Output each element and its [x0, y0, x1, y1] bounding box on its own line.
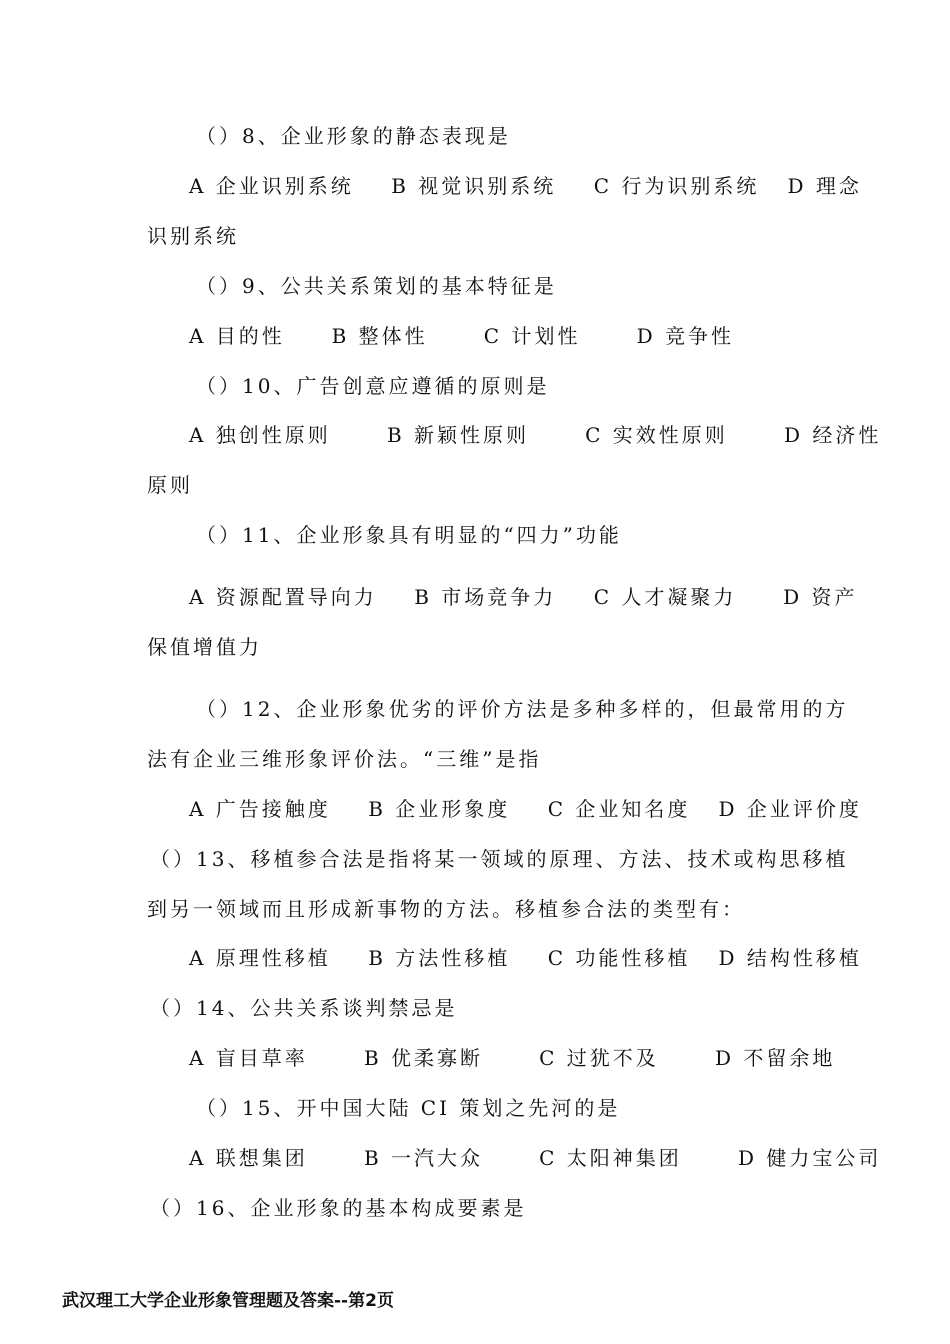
- options-9: A 目的性 B 整体性 C 计划性 D 竞争性: [189, 324, 734, 348]
- question-13-cont: 到另一领域而且形成新事物的方法。移植参合法的类型有：: [147, 897, 745, 921]
- options-8-cont: 识别系统: [147, 224, 239, 248]
- question-11: （）11、企业形象具有明显的“四力”功能: [196, 523, 622, 547]
- page-footer: 武汉理工大学企业形象管理题及答案--第2页: [62, 1291, 394, 1311]
- options-11-cont: 保值增值力: [147, 635, 262, 659]
- question-14: （）14、公共关系谈判禁忌是: [150, 996, 458, 1020]
- question-10: （）10、广告创意应遵循的原则是: [196, 374, 550, 398]
- question-8: （）8、企业形象的静态表现是: [196, 124, 511, 148]
- options-12: A 广告接触度 B 企业形象度 C 企业知名度 D 企业评价度: [189, 797, 862, 821]
- question-15: （）15、开中国大陆 CI 策划之先河的是: [196, 1096, 621, 1120]
- options-15: A 联想集团 B 一汽大众 C 太阳神集团 D 健力宝公司: [189, 1146, 882, 1170]
- options-10: A 独创性原则 B 新颖性原则 C 实效性原则 D 经济性: [189, 423, 882, 447]
- question-12: （）12、企业形象优劣的评价方法是多种多样的，但最常用的方: [196, 697, 849, 721]
- options-8: A 企业识别系统 B 视觉识别系统 C 行为识别系统 D 理念: [189, 174, 862, 198]
- question-13: （）13、移植参合法是指将某一领域的原理、方法、技术或构思移植: [150, 847, 849, 871]
- options-10-cont: 原则: [147, 473, 193, 497]
- options-13: A 原理性移植 B 方法性移植 C 功能性移植 D 结构性移植: [189, 946, 862, 970]
- question-9: （）9、公共关系策划的基本特征是: [196, 274, 557, 298]
- question-16: （）16、企业形象的基本构成要素是: [150, 1196, 527, 1220]
- question-12-cont: 法有企业三维形象评价法。“三维”是指: [147, 747, 542, 771]
- options-14: A 盲目草率 B 优柔寡断 C 过犹不及 D 不留余地: [189, 1046, 836, 1070]
- options-11: A 资源配置导向力 B 市场竞争力 C 人才凝聚力 D 资产: [189, 585, 858, 609]
